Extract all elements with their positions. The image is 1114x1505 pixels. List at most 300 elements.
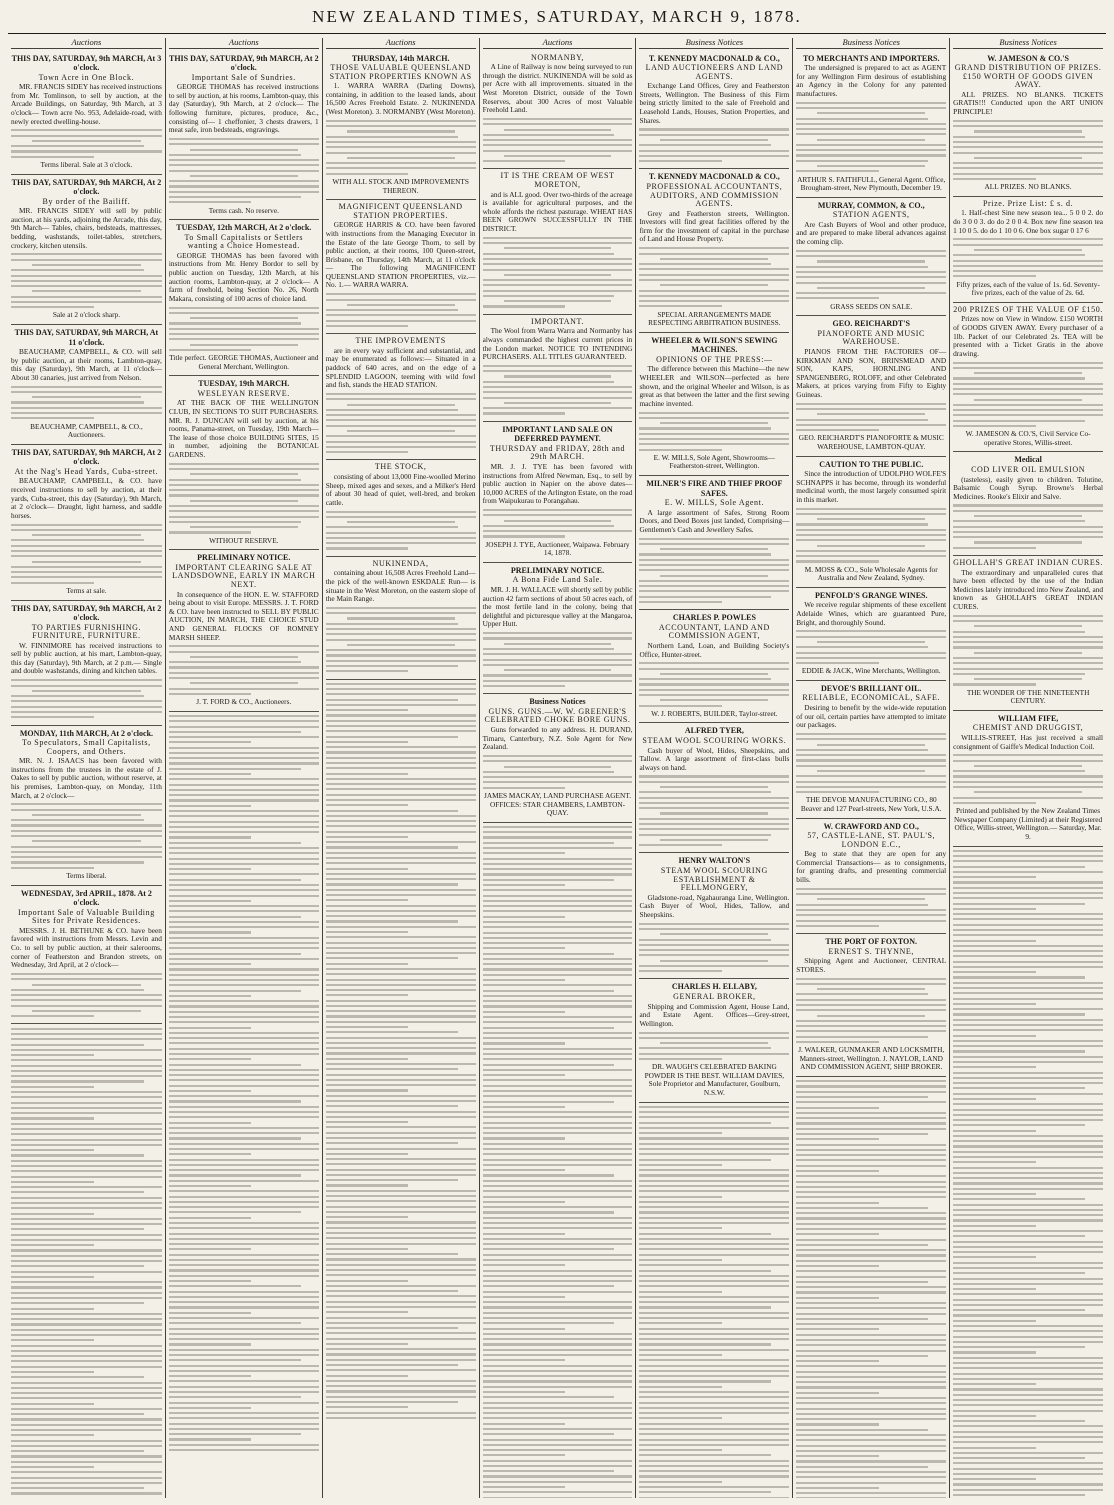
text-line [326, 868, 408, 870]
text-line [169, 757, 319, 759]
text-line [796, 170, 878, 172]
text-line [11, 1424, 162, 1426]
text-line [953, 781, 1103, 783]
advertisement [326, 460, 476, 556]
text-line [326, 836, 408, 838]
text-line [953, 881, 1103, 883]
text-line [639, 1433, 789, 1435]
advertisement [11, 601, 162, 726]
text-line [326, 857, 476, 859]
text-line [796, 255, 946, 257]
text-line [483, 1275, 633, 1277]
advertisement [639, 51, 789, 170]
fine-print [326, 607, 476, 672]
text-line [11, 407, 162, 409]
column-filler [796, 1080, 946, 1498]
text-line [974, 678, 1082, 680]
text-line [326, 136, 458, 138]
text-line [639, 678, 771, 680]
text-line [483, 1137, 565, 1139]
text-line [796, 1350, 946, 1352]
text-line [11, 1044, 144, 1046]
ad-heading: W. CRAWFORD AND CO., [823, 821, 919, 831]
text-line [796, 1165, 946, 1167]
text-line [639, 1486, 789, 1488]
text-line [326, 649, 476, 651]
text-line [483, 1233, 565, 1235]
text-line [639, 949, 789, 951]
text-line [326, 1322, 476, 1324]
text-line [326, 670, 408, 672]
text-line [953, 265, 1103, 267]
text-line [326, 435, 476, 437]
text-line [11, 1286, 162, 1288]
text-line [326, 1327, 458, 1329]
text-line [483, 953, 615, 955]
text-line [326, 1227, 476, 1229]
text-line [953, 802, 1035, 804]
text-line [326, 393, 476, 395]
text-line [326, 299, 476, 301]
ad-footer: J. T. FORD & CO., Auctioneers. [196, 697, 292, 707]
text-line [953, 367, 1103, 369]
text-line [326, 825, 476, 827]
text-line [326, 920, 458, 922]
ad-footer: Terms at sale. [66, 585, 107, 595]
text-line [796, 1487, 878, 1489]
fine-print [796, 102, 946, 173]
fine-print [796, 630, 946, 664]
text-line [483, 921, 633, 923]
text-line [483, 760, 633, 762]
ad-body: MESSRS. J. H. BETHUNE & CO. have been favored with instructions from Messrs. Levin and Co. to sell by public auction, at their salerooms, corner of Featherston and Brandon streets, on Wednesday, 3rd April, at 2 o'clock— [11, 925, 162, 970]
text-line [796, 1397, 946, 1399]
fine-print [639, 538, 789, 603]
text-line [504, 155, 612, 157]
text-line [11, 529, 162, 531]
text-line [483, 1048, 633, 1050]
text-line [326, 1375, 408, 1377]
text-line [483, 1032, 633, 1034]
text-line [796, 1186, 946, 1188]
text-line [483, 1317, 633, 1319]
text-line [796, 1117, 946, 1119]
text-line [796, 149, 946, 151]
text-line [483, 1365, 633, 1367]
text-line [796, 555, 946, 557]
text-line [11, 145, 144, 147]
text-line [974, 249, 1082, 251]
text-line [11, 1397, 162, 1399]
ad-subhead: ACCOUNTANT, LAND AND COMMISSION AGENT, [658, 622, 770, 641]
ad-heading: THIS DAY, SATURDAY, 9th MARCH, At 2 o'clock. [11, 177, 162, 197]
text-line [483, 1380, 633, 1382]
text-line [953, 1468, 1103, 1470]
text-line [639, 1423, 789, 1425]
text-line [326, 936, 476, 938]
text-line [639, 1143, 789, 1145]
text-line [11, 1239, 162, 1241]
text-line [639, 160, 721, 162]
text-line [347, 617, 455, 619]
text-line [169, 895, 319, 897]
text-line [953, 924, 1103, 926]
ad-body: are in every way sufficient and substantial, and may be enumerated as follows:— Situated in a paddock of 640 acres, and on the edge of a SPLENDID LAGOON, teeming with wild fowl and fish, stands the HEAD STATION. [325, 345, 476, 390]
fine-print [11, 253, 162, 308]
text-line [326, 915, 476, 917]
text-line [953, 244, 1103, 246]
text-line [169, 1380, 319, 1382]
ad-footer: ARTHUR S. FAITHFULL, General Agent. Office, Brougham-street, New Plymouth, December 19. [797, 174, 946, 193]
text-line [326, 1412, 476, 1414]
text-line [169, 1132, 319, 1134]
text-line [639, 1180, 789, 1182]
text-line [169, 968, 319, 970]
text-line [326, 957, 458, 959]
text-line [483, 1460, 633, 1462]
advertisement [796, 316, 946, 456]
column-header: Business Notices [639, 38, 789, 49]
text-line [796, 539, 946, 541]
text-line [796, 904, 928, 906]
text-line [953, 1388, 1103, 1390]
text-line [169, 778, 319, 780]
text-line [953, 1056, 1103, 1058]
text-line [326, 660, 476, 662]
text-line [190, 656, 298, 658]
advertisement [639, 476, 789, 610]
text-line [953, 1035, 1035, 1037]
text-line [953, 1425, 1103, 1427]
text-line [953, 1209, 1103, 1211]
text-line [953, 929, 1103, 931]
text-line [483, 525, 615, 527]
text-line [169, 826, 319, 828]
text-line [796, 888, 946, 890]
ad-body: Guns forwarded to any address. H. DURAND, Timaru, Canterbury, N.Z. Sole Agent for New Zealand. [482, 724, 633, 752]
text-line [169, 1106, 319, 1108]
text-line [169, 494, 319, 496]
text-line [169, 1100, 301, 1102]
text-line [660, 673, 768, 675]
ad-heading: THIS DAY, SATURDAY, 9th MARCH, At 2 o'clock. [168, 53, 319, 73]
ad-heading: THURSDAY, 14th MARCH. [351, 53, 450, 63]
text-line [639, 268, 789, 270]
advertisement [483, 315, 633, 422]
text-line [169, 479, 301, 481]
text-line [169, 688, 319, 690]
text-line [817, 1015, 925, 1017]
text-line [483, 1227, 633, 1229]
ad-body: Beg to state that they are open for any Commercial Transactions— as to consignments, for granting drafts, and presenting commercial bills. [796, 849, 947, 885]
text-line [169, 1417, 319, 1419]
advertisement [953, 452, 1103, 556]
text-line [817, 165, 925, 167]
fine-print [169, 463, 319, 534]
ad-heading: Business Notices [529, 697, 586, 707]
text-line [169, 1343, 251, 1345]
text-line [483, 648, 615, 650]
fine-print [796, 733, 946, 793]
text-line [639, 590, 789, 592]
ad-heading: PENFOLD'S GRANGE WINES. [814, 590, 928, 600]
text-line [483, 1481, 633, 1483]
text-line [483, 1428, 633, 1430]
text-line [326, 1390, 476, 1392]
text-line [796, 118, 928, 120]
text-line [796, 1041, 878, 1043]
text-line [11, 861, 144, 863]
text-line [796, 403, 946, 405]
text-line [483, 1021, 633, 1023]
text-line [11, 824, 162, 826]
text-line [11, 1429, 162, 1431]
text-line [796, 1175, 946, 1177]
text-line [953, 146, 1103, 148]
text-line [953, 383, 1103, 385]
text-line [639, 807, 789, 809]
text-line [639, 1306, 771, 1308]
text-line [483, 836, 633, 838]
text-line [796, 1297, 878, 1299]
text-line [483, 900, 633, 902]
text-line [796, 1286, 946, 1288]
text-line [11, 1144, 162, 1146]
column-3 [322, 38, 479, 1498]
text-line [796, 1450, 946, 1452]
ad-subhead: WESLEYAN RESERVE. [197, 388, 290, 398]
text-line [169, 1222, 319, 1224]
column-header: Business Notices [953, 38, 1103, 49]
text-line [11, 1102, 162, 1104]
fine-print [953, 238, 1103, 277]
text-line [326, 409, 458, 411]
text-line [639, 1111, 789, 1113]
text-line [483, 1280, 633, 1282]
text-line [326, 654, 476, 656]
text-line [953, 1288, 1035, 1290]
text-line [953, 1378, 1103, 1380]
text-line [639, 553, 771, 555]
text-line [169, 1185, 251, 1187]
text-line [796, 282, 946, 284]
text-line [169, 1275, 319, 1277]
text-line [817, 988, 925, 990]
text-line [11, 1170, 162, 1172]
text-line [639, 538, 789, 540]
text-line [953, 504, 1103, 506]
text-line [953, 775, 1103, 777]
text-line [483, 1417, 633, 1419]
fine-print [953, 504, 1103, 548]
text-line [953, 615, 1103, 617]
text-line [639, 1185, 789, 1187]
text-line [817, 518, 925, 520]
text-line [796, 1365, 946, 1367]
text-line [639, 844, 721, 846]
text-line [796, 1418, 946, 1420]
fine-print [639, 128, 789, 162]
text-line [953, 1462, 1103, 1464]
text-line [11, 135, 162, 137]
ad-body: A Line of Railway is now being surveyed to run through the district. NUKINENDA will be sold as per Acre with all improvements. situated in the West Moreton District, outside of the Town Reserves, about 300 Acres of most Valuable Freehold Land. [482, 62, 633, 115]
text-line [11, 576, 162, 578]
text-line [326, 1248, 408, 1250]
text-line [483, 632, 633, 634]
text-line [639, 1254, 789, 1256]
advertisement [483, 51, 633, 170]
text-line [953, 683, 1035, 685]
text-line [190, 473, 298, 475]
advertisement [11, 445, 162, 601]
text-line [169, 312, 319, 314]
text-line [483, 1159, 633, 1161]
text-line [326, 1148, 476, 1150]
text-line [796, 128, 946, 130]
ad-heading: CHARLES H. ELLABY, [671, 982, 757, 992]
text-line [796, 759, 946, 761]
text-line [796, 1281, 928, 1283]
text-line [639, 290, 789, 292]
text-line [639, 1032, 789, 1034]
text-line [169, 138, 319, 140]
text-line [326, 994, 408, 996]
ad-body: We receive regular shipments of these excellent Adelaide Wines, which are guaranteed Pure, Bright, and thoroughly Sound. [796, 600, 947, 627]
text-line [639, 683, 789, 685]
text-line [796, 292, 946, 294]
ad-body: The Wool from Warra Warra and Normanby has always commanded the highest current prices in the London market. NOTICE TO INTENDING PURCHASERS. ALL TITLES GUARANTEED. [482, 326, 633, 362]
text-line [483, 968, 633, 970]
text-line [169, 693, 251, 695]
text-line [953, 1072, 1103, 1074]
text-line [326, 973, 476, 975]
text-line [11, 1440, 162, 1442]
text-line [169, 1095, 319, 1097]
text-line [326, 1274, 476, 1276]
text-line [11, 1176, 162, 1178]
text-line [169, 1011, 319, 1013]
text-line [326, 894, 476, 896]
text-line [326, 293, 476, 295]
text-line [796, 1207, 928, 1209]
text-line [169, 1280, 251, 1282]
text-line [483, 253, 615, 255]
text-line [953, 1124, 1085, 1126]
advertisement [953, 303, 1103, 453]
text-line [639, 1159, 771, 1161]
text-line [11, 1281, 162, 1283]
text-line [190, 344, 298, 346]
text-line [11, 285, 162, 287]
text-line [326, 804, 408, 806]
text-line [326, 873, 476, 875]
text-line [639, 155, 789, 157]
ad-subhead: COD LIVER OIL EMULSION [971, 464, 1086, 474]
text-line [326, 309, 458, 311]
text-line [326, 767, 476, 769]
text-line [796, 754, 946, 756]
text-line [796, 646, 928, 648]
text-line [169, 858, 319, 860]
text-line [796, 1344, 946, 1346]
text-line [796, 662, 878, 664]
advertisement [796, 681, 946, 819]
text-line [953, 673, 1085, 675]
text-line [953, 254, 1085, 256]
ad-subhead: OPINIONS OF THE PRESS:— [656, 354, 773, 364]
text-line [639, 1343, 771, 1345]
text-line [11, 819, 144, 821]
text-line [953, 971, 1035, 973]
ad-subhead: Important Sale of Valuable Building Sites for Private Residences. [18, 907, 155, 926]
text-line [483, 947, 565, 949]
text-line [11, 679, 162, 681]
text-line [953, 1193, 1035, 1195]
text-line [483, 680, 633, 682]
text-line [817, 898, 925, 900]
ad-heading: ALFRED TYER, [684, 726, 744, 736]
text-line [169, 333, 319, 335]
text-line [660, 575, 768, 577]
text-line [11, 1065, 162, 1067]
ad-footer: Terms cash. No reserve. [208, 205, 279, 215]
text-line [639, 1285, 789, 1287]
text-line [483, 1333, 633, 1335]
text-line [11, 685, 162, 687]
text-line [796, 1149, 946, 1151]
fine-print [326, 293, 476, 327]
text-line [796, 1239, 946, 1241]
text-line [953, 1188, 1103, 1190]
text-line [169, 1449, 319, 1451]
text-line [953, 1299, 1103, 1301]
ad-footer: Sale at 2 o'clock sharp. [52, 310, 121, 320]
text-line [483, 305, 565, 307]
text-line [169, 651, 319, 653]
text-line [953, 1008, 1103, 1010]
column-filler [169, 715, 319, 1451]
column-1 [8, 38, 165, 1498]
text-line [11, 1371, 94, 1373]
text-line [953, 662, 1103, 664]
ad-subhead: By order of the Bailiff. [42, 196, 131, 206]
text-line [11, 1075, 162, 1077]
text-line [974, 765, 1082, 767]
text-line [169, 942, 319, 944]
ad-footer: E. W. MILLS, Sole Agent, Showrooms—Featherston-street, Wellington. [653, 452, 776, 471]
text-line [326, 1047, 476, 1049]
text-line [326, 1010, 476, 1012]
ad-footer: DR. WAUGH'S CELEBRATED BAKING POWDER IS THE BEST. WILLIAM DAVIES, Sole Proprietor and Manufacturer, Goulburn, N.S.W. [644, 1062, 785, 1097]
text-line [953, 876, 1035, 878]
text-line [953, 1457, 1085, 1459]
text-line [11, 1038, 162, 1040]
text-line [639, 1444, 789, 1446]
text-line [32, 534, 141, 536]
text-line [796, 160, 928, 162]
text-line [11, 1223, 162, 1225]
text-line [326, 1153, 408, 1155]
text-line [483, 1217, 633, 1219]
text-line [483, 1296, 565, 1298]
text-line [11, 1366, 162, 1368]
text-line [169, 1285, 301, 1287]
text-line [796, 1181, 946, 1183]
text-line [483, 242, 633, 244]
text-line [11, 269, 144, 271]
text-line [11, 1091, 162, 1093]
text-line [953, 1373, 1103, 1375]
